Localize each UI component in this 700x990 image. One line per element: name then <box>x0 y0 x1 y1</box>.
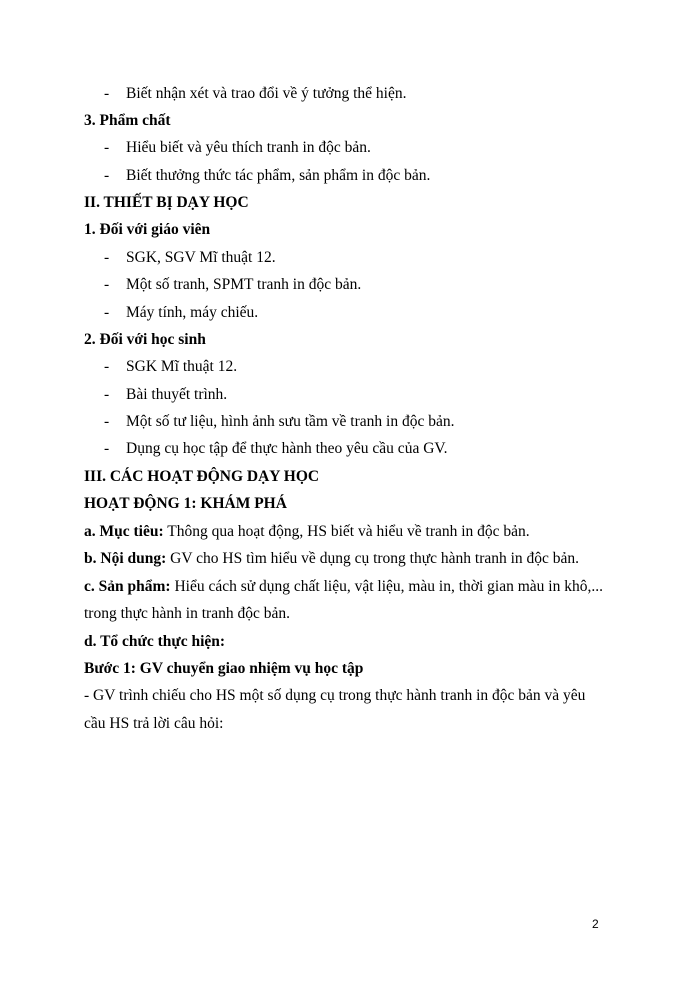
list-item-text: SGK, SGV Mĩ thuật 12. <box>126 249 276 266</box>
section-heading-activities: III. CÁC HOẠT ĐỘNG DẠY HỌC <box>84 468 320 485</box>
step1-text-line1: - GV trình chiếu cho HS một số dụng cụ trong thực hành tranh in độc bản và yêu <box>84 687 586 704</box>
activity-heading: HOẠT ĐỘNG 1: KHÁM PHÁ <box>84 495 287 512</box>
bullet-dash: - <box>104 386 110 403</box>
list-item-text: Bài thuyết trình. <box>126 386 228 403</box>
content-paragraph <box>84 549 579 569</box>
subsection-heading-student: 2. Đối với học sinh <box>84 331 206 348</box>
bullet-dash: - <box>104 249 110 266</box>
list-item-text: Một số tư liệu, hình ảnh sưu tầm về tranh in độc bản. <box>126 413 455 430</box>
product-text: Hiểu cách sử dụng chất liệu, vật liệu, màu in, thời gian màu in khô,... <box>170 578 603 595</box>
organization-heading: d. Tổ chức thực hiện: <box>84 633 226 650</box>
step1-text-line2: cầu HS trả lời câu hỏi: <box>84 715 224 732</box>
content-text: GV cho HS tìm hiểu về dụng cụ trong thực hành tranh in độc bản. <box>166 550 580 567</box>
content-label: b. Nội dung: <box>84 550 167 567</box>
bullet-dash: - <box>104 167 110 184</box>
list-item-text: Dụng cụ học tập để thực hành theo yêu cầu của GV. <box>126 440 448 457</box>
bullet-dash: - <box>104 276 110 293</box>
bullet-dash: - <box>104 358 110 375</box>
list-item-text: Biết nhận xét và trao đổi về ý tưởng thể hiện. <box>126 85 407 102</box>
objective-text: Thông qua hoạt động, HS biết và hiểu về tranh in độc bản. <box>163 523 530 540</box>
objective-paragraph <box>84 522 530 542</box>
list-item-text: Hiểu biết và yêu thích tranh in độc bản. <box>126 139 371 156</box>
step1-heading: Bước 1: GV chuyển giao nhiệm vụ học tập <box>84 660 364 677</box>
list-item-text: Máy tính, máy chiếu. <box>126 304 259 321</box>
list-item-text: Một số tranh, SPMT tranh in độc bản. <box>126 276 362 293</box>
list-item-text: Biết thưởng thức tác phẩm, sản phẩm in độc bản. <box>126 167 431 184</box>
bullet-dash: - <box>104 139 110 156</box>
bullet-dash: - <box>104 304 110 321</box>
subsection-heading-teacher: 1. Đối với giáo viên <box>84 221 211 238</box>
section-heading-qualities: 3. Phẩm chất <box>84 112 171 129</box>
section-heading-equipment: II. THIẾT BỊ DẠY HỌC <box>84 194 249 211</box>
bullet-dash: - <box>104 440 110 457</box>
bullet-dash: - <box>104 85 110 102</box>
product-label: c. Sản phẩm: <box>84 578 171 595</box>
objective-label: a. Mục tiêu: <box>84 523 164 540</box>
page-number: 2 <box>592 917 599 931</box>
list-item-text: SGK Mĩ thuật 12. <box>126 358 238 375</box>
bullet-dash: - <box>104 413 110 430</box>
product-paragraph <box>84 577 603 597</box>
product-continuation: trong thực hành in tranh độc bản. <box>84 605 290 622</box>
